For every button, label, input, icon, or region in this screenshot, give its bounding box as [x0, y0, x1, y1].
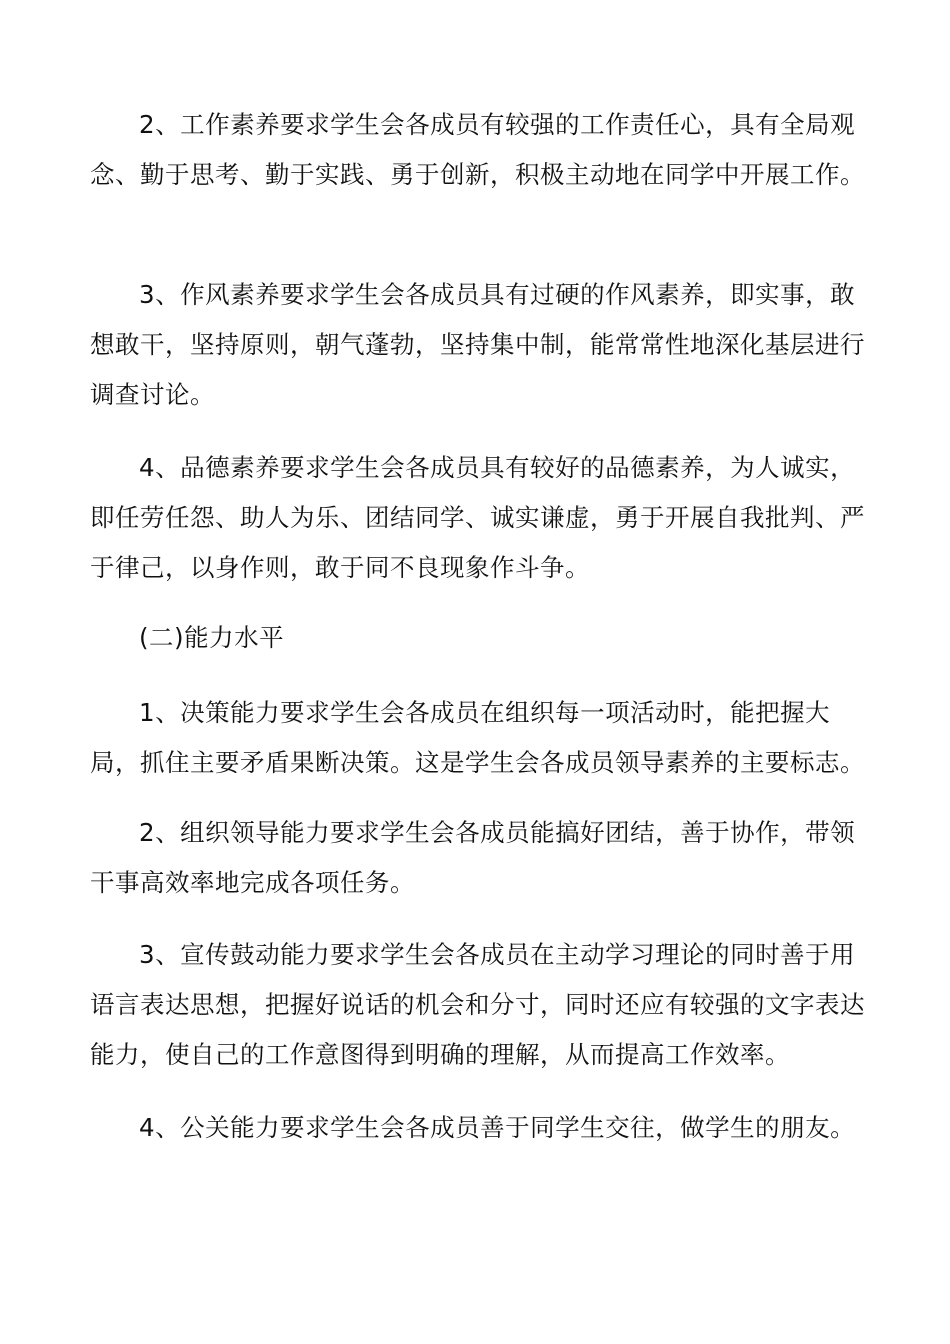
paragraph-moral-quality: 4、品德素养要求学生会各成员具有较好的品德素养，为人诚实，即任劳任怨、助人为乐、团结同学、诚实谦虚，勇于开展自我批判、严于律己，以身作则，敢于同不良现象作斗争。 [90, 453, 865, 582]
paragraph-style-quality: 3、作风素养要求学生会各成员具有过硬的作风素养，即实事，敢想敢干，坚持原则，朝气蓬勃，坚持集中制，能常常性地深化基层进行调查讨论。 [90, 280, 865, 409]
section-heading-ability: (二)能力水平 [139, 623, 285, 652]
paragraph-leadership-ability: 2、组织领导能力要求学生会各成员能搞好团结，善于协作，带领干事高效率地完成各项任务。 [90, 818, 856, 897]
paragraph-work-quality: 2、工作素养要求学生会各成员有较强的工作责任心，具有全局观念、勤于思考、勤于实践、勇于创新，积极主动地在同学中开展工作。 [90, 110, 865, 189]
paragraph-pr-ability: 4、公关能力要求学生会各成员善于同学生交往，做学生的朋友。 [139, 1113, 856, 1142]
paragraph-decision-ability: 1、决策能力要求学生会各成员在组织每一项活动时，能把握大局，抓住主要矛盾果断决策。这是学生会各成员领导素养的主要标志。 [90, 698, 865, 777]
paragraph-publicity-ability: 3、宣传鼓动能力要求学生会各成员在主动学习理论的同时善于用语言表达思想，把握好说话的机会和分寸，同时还应有较强的文字表达能力，使自己的工作意图得到明确的理解，从而提高工作效率。 [90, 940, 865, 1069]
